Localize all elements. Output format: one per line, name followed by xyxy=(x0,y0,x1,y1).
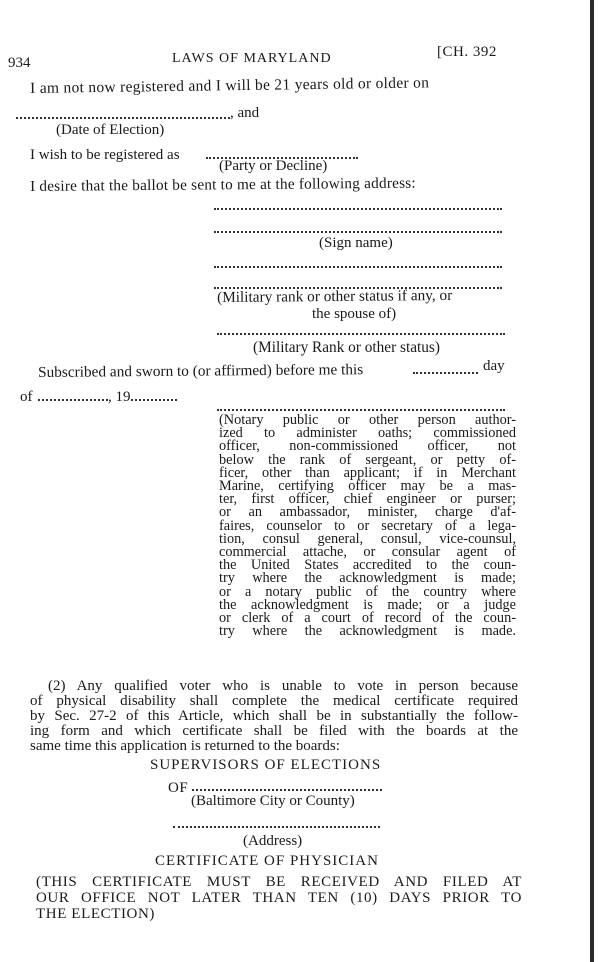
notary-line: or clerk of a court of record of the coun- xyxy=(219,610,516,627)
military-status-caption-2: the spouse of) xyxy=(312,306,397,322)
address-blank-1 xyxy=(214,208,502,210)
spouse-rank-blank xyxy=(217,333,505,335)
day-blank xyxy=(413,372,478,374)
wish-registered-text: I wish to be registered as xyxy=(30,147,180,163)
city-county-blank xyxy=(192,789,382,791)
party-or-decline-caption: (Party or Decline) xyxy=(219,158,328,174)
notary-line: faires, counselor to or secretary of a lega- xyxy=(219,517,516,534)
paragraph-line: by Sec. 27-2 of this Article, which shall be in substantially the follow- xyxy=(30,708,518,724)
paragraph-line: ing form and which certificate shall be filed with the boards at the xyxy=(30,723,518,739)
year-blank xyxy=(131,399,177,401)
notary-line: the acknowledgment is made; or a judge xyxy=(219,596,516,613)
page-number: 934 xyxy=(8,55,31,71)
medical-certificate-paragraph xyxy=(30,679,518,754)
military-status-caption-1: (Military rank or other status if any, or xyxy=(217,286,453,306)
day-text: day xyxy=(483,358,505,374)
notary-line: ized to administer oaths; commissioned xyxy=(219,425,516,442)
subscribed-sworn-text: Subscribed and sworn to (or affirmed) before me this xyxy=(38,361,364,381)
and-text: , and xyxy=(230,105,260,121)
notary-description xyxy=(219,414,516,638)
not-registered-line: I am not now registered and I will be 21 years old or older on xyxy=(30,74,430,97)
certificate-notice xyxy=(36,874,522,922)
address-blank-2 xyxy=(214,231,502,233)
running-title: LAWS OF MARYLAND xyxy=(172,51,332,66)
election-date-blank xyxy=(16,117,230,119)
notary-line: ficer, other than applicant; if in Merchant xyxy=(219,464,516,481)
notary-line: the United States accredited to the coun- xyxy=(219,557,516,574)
page-edge-shadow xyxy=(590,0,594,962)
notice-line: THE ELECTION) xyxy=(36,906,156,922)
certificate-title: CERTIFICATE OF PHYSICIAN xyxy=(155,853,379,869)
notary-line: officer, non-commissioned officer, not xyxy=(219,438,516,455)
chapter-number: [CH. 392 xyxy=(437,44,497,60)
notary-line: Marine, certifying officer may be a mas- xyxy=(219,478,516,495)
address-caption: (Address) xyxy=(243,833,303,849)
notary-line: try where the acknowledgment is made. xyxy=(219,623,516,640)
notary-signature-blank xyxy=(217,409,505,411)
paragraph-line: of physical disability shall complete the medical certificate required xyxy=(30,693,518,709)
notary-line: or a notary public of the country where xyxy=(219,583,516,600)
paragraph-line: (2) Any qualified voter who is unable to vote in person because xyxy=(48,678,518,694)
supervisors-title: SUPERVISORS OF ELECTIONS xyxy=(150,757,382,773)
notary-line: tion, consul general, consul, vice-counsul, xyxy=(219,530,516,547)
ballot-address-text: I desire that the ballot be sent to me at the following address: xyxy=(30,174,416,195)
notary-line: try where the acknowledgment is made; xyxy=(219,570,516,587)
month-blank xyxy=(38,399,108,401)
city-county-caption: (Baltimore City or County) xyxy=(191,793,355,809)
sign-name-caption: (Sign name) xyxy=(319,235,393,251)
paragraph-line: same time this application is returned to the boards: xyxy=(30,738,340,754)
notary-line: ter, first officer, chief engineer or purser; xyxy=(219,491,516,508)
year-prefix: , 19 xyxy=(108,389,131,405)
notice-line: OUR OFFICE NOT LATER THAN TEN (10) DAYS PRIOR TO xyxy=(36,890,522,906)
notary-line: below the rank of sergeant, or petty of- xyxy=(219,451,516,468)
notary-line: (Notary public or other person author- xyxy=(219,412,516,428)
notary-line: or an ambassador, minister, charge d'af- xyxy=(219,504,516,521)
date-of-election-caption: (Date of Election) xyxy=(56,122,165,138)
of-text: of xyxy=(20,389,33,405)
sign-blank xyxy=(214,266,502,268)
notary-line: commercial attache, or consular agent of xyxy=(219,544,516,561)
supervisors-of-text: OF xyxy=(168,780,189,796)
military-rank-other-caption: (Military Rank or other status) xyxy=(253,339,440,356)
office-address-blank xyxy=(173,826,380,828)
notice-line: (THIS CERTIFICATE MUST BE RECEIVED AND FILED AT xyxy=(36,874,522,890)
